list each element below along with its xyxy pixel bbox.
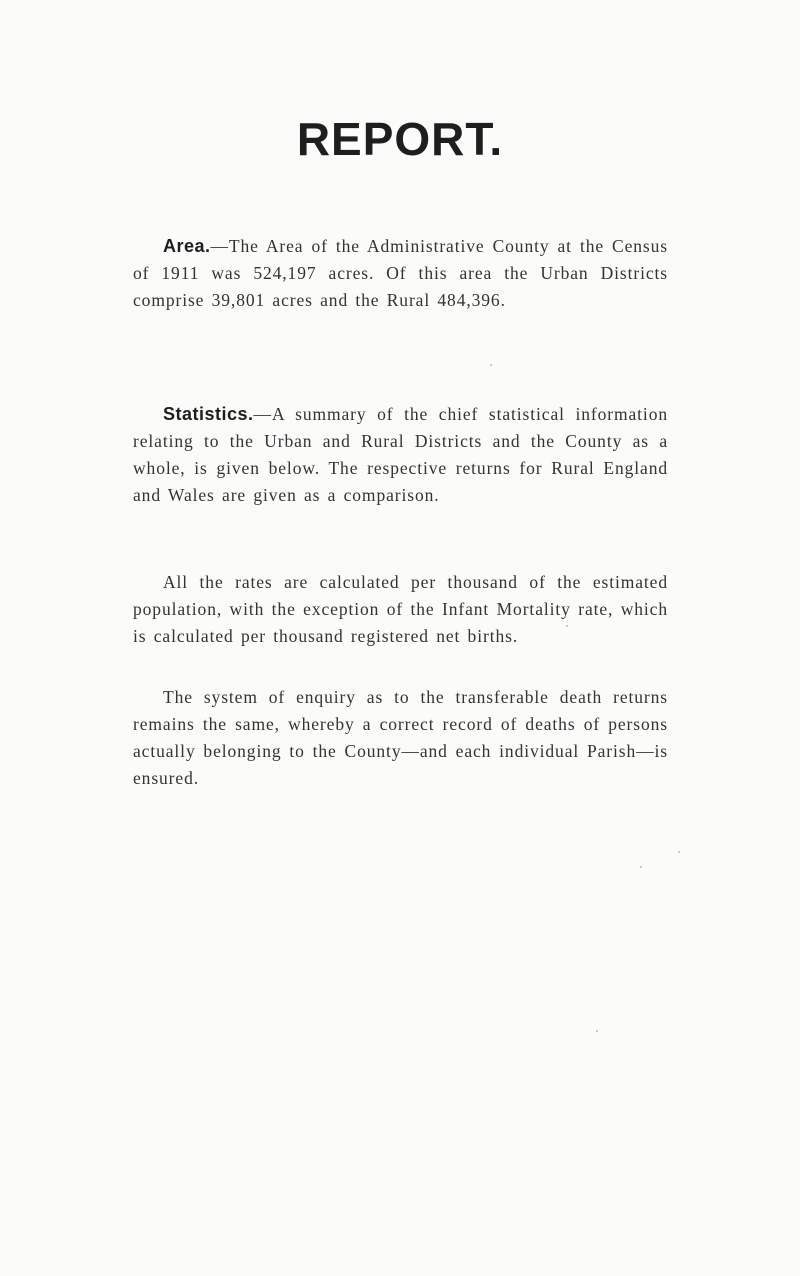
report-title: REPORT. (296, 113, 504, 165)
statistics-heading: Statistics. (163, 404, 254, 424)
statistics-text: —A summary of the chief statistical information relating to the Urban and Rural Districts and the County as a whole, is given below. The respective returns for Rural England and Wales are given as a comparison. (133, 404, 668, 505)
area-paragraph (133, 233, 668, 314)
rates-paragraph: All the rates are calculated per thousand of the estimated population, with the exception of the Infant Mortality rate, which is calculated per thousand registered net births. (133, 572, 668, 646)
paper-speck (490, 364, 492, 366)
paper-speck (566, 625, 568, 627)
area-text: —The Area of the Administrative County at the Census of 1911 was 524,197 acres. Of this area the Urban Districts comprise 39,801 acres and the Rural 484,396. (133, 236, 668, 310)
statistics-paragraph (133, 401, 668, 509)
paper-speck (678, 851, 680, 853)
paper-speck (640, 866, 642, 868)
paper-speck (596, 1030, 598, 1032)
area-heading: Area. (163, 236, 211, 256)
system-paragraph: The system of enquiry as to the transferable death returns remains the same, whereby a correct record of deaths of persons actually belonging to the County—and each individual Parish—is ensured. (133, 687, 668, 788)
